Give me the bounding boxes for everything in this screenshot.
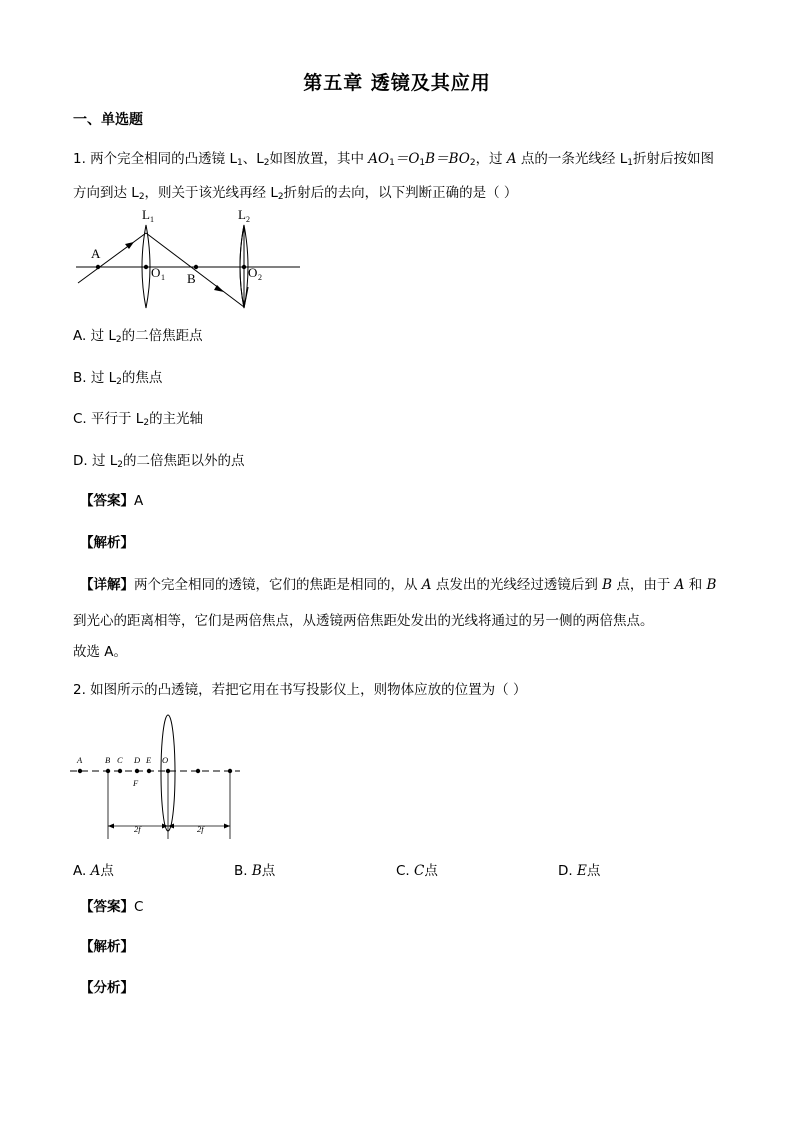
q1-stem-line2: 方向到达 $L_2$，则关于该光线再经 $L_2$折射后的去向，以下判断正确的是（ ） [73, 185, 518, 202]
q2-option-b[interactable]: B. B点 [234, 863, 276, 879]
dim-right-label: 2f [197, 824, 204, 834]
label-o2: O [248, 265, 258, 280]
incident-ray [78, 233, 146, 283]
svg-text:1: 1 [150, 215, 154, 224]
svg-text:E: E [146, 755, 152, 765]
q1-option-d[interactable]: D. 过 $L_2$的二倍焦距以外的点 [73, 453, 245, 470]
q1-lens-diagram [70, 203, 310, 313]
svg-text:C: C [117, 755, 123, 765]
point-b [106, 769, 110, 773]
q1-option-c[interactable]: C. 平行于 $L_2$的主光轴 [73, 411, 204, 428]
refracted-ray [146, 233, 244, 307]
point-o2 [242, 265, 246, 269]
label-l1: L [142, 207, 150, 222]
dim-left-label: 2f [134, 824, 141, 834]
label-b: B [187, 271, 196, 286]
q1-detail-line1: 【详解】两个完全相同的透镜，它们的焦距是相同的，从 A 点发出的光线经过透镜后到 B 点，由于 A 和 B [80, 577, 717, 593]
page-title: 第五章 透镜及其应用 [303, 72, 491, 94]
q1-stem-line1: 1. 两个完全相同的凸透镜 $L_1$、$L_2$如图放置，其中 $AO_1=O_1B=BO_2$，过 A 点的一条光线经 $L_1$折射后按如图 [73, 151, 714, 168]
point-a [78, 769, 82, 773]
svg-text:1: 1 [161, 273, 165, 282]
svg-text:2: 2 [246, 215, 250, 224]
q1-analysis-label: 【解析】 [80, 535, 134, 551]
q2-option-a[interactable]: A. A点 [73, 863, 114, 879]
label-a: A [91, 246, 101, 261]
point-b [194, 265, 198, 269]
svg-text:2: 2 [258, 273, 262, 282]
point-d [135, 769, 139, 773]
q2-option-c[interactable]: C. C点 [396, 863, 438, 879]
svg-text:D: D [134, 755, 141, 765]
point-a [96, 265, 100, 269]
svg-text:O: O [162, 755, 169, 765]
q1-detail-line2: 到光心的距离相等，它们是两倍焦点，从透镜两倍焦距处发出的光线将通过的另一侧的两倍焦点。 [73, 613, 654, 629]
point-o1 [144, 265, 148, 269]
q2-stem: 2. 如图所示的凸透镜，若把它用在书写投影仪上，则物体应放的位置为（ ） [73, 682, 527, 698]
point-c [118, 769, 122, 773]
label-l2: L [238, 207, 246, 222]
point-e [147, 769, 151, 773]
q2-lens-diagram [70, 708, 250, 843]
svg-text:F: F [133, 778, 139, 788]
label-o1: O [151, 265, 161, 280]
q2-fenxi-label: 【分析】 [80, 980, 134, 996]
q1-answer: 【答案】A [80, 493, 144, 509]
q1-option-b[interactable]: B. 过 $L_2$的焦点 [73, 370, 163, 387]
q1-option-a[interactable]: A. 过 $L_2$的二倍焦距点 [73, 328, 203, 345]
q2-answer: 【答案】C [80, 899, 144, 915]
section-heading: 一、单选题 [73, 112, 143, 128]
q2-option-d[interactable]: D. E点 [558, 863, 601, 879]
point-f2 [196, 769, 200, 773]
point-o [166, 769, 170, 773]
q2-analysis-label: 【解析】 [80, 939, 134, 955]
svg-text:B: B [105, 755, 111, 765]
svg-text:A: A [77, 755, 83, 765]
q1-detail-line3: 故选 A。 [73, 644, 128, 660]
point-2f [228, 769, 232, 773]
